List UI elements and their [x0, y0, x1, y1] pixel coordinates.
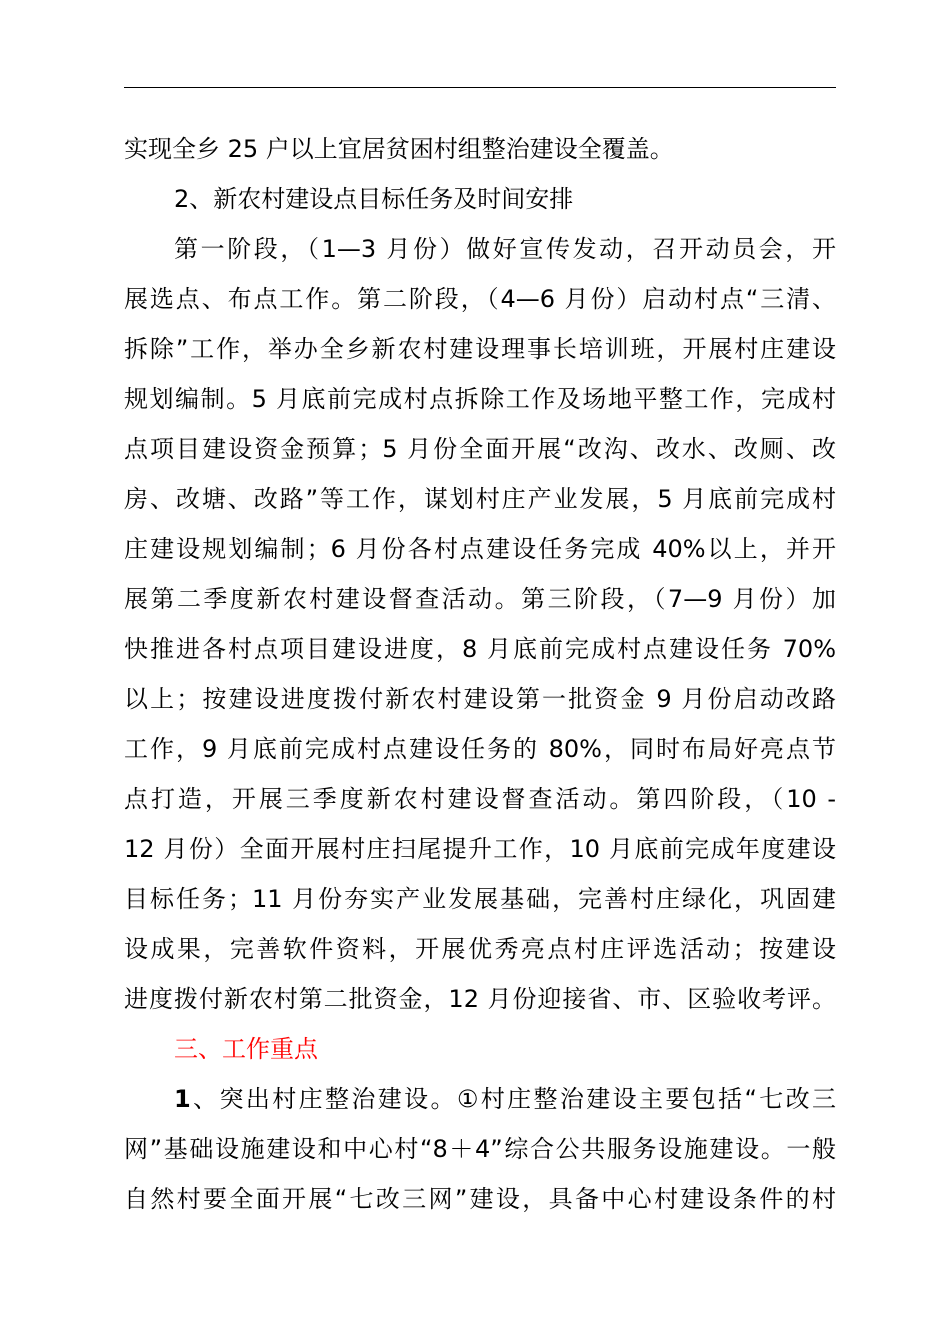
header-rule	[124, 87, 836, 88]
paragraph-line: 实现全乡 25 户以上宜居贫困村组整治建设全覆盖。	[124, 135, 674, 163]
paragraph-line: 以上；按建设进度拨付新农村建设第一批资金 9 月份启动改路	[124, 685, 836, 713]
paragraph-line: 点打造，开展三季度新农村建设督查活动。第四阶段，（10 -	[124, 785, 836, 813]
paragraph-line: 工作，9 月底前完成村点建设任务的 80%，同时布局好亮点节	[124, 735, 836, 763]
point-1-first-line	[124, 1074, 836, 1124]
paragraph-line: 展第二季度新农村建设督查活动。第三阶段，（7—9 月份）加	[124, 585, 836, 613]
paragraph-line: 进度拨付新农村第二批资金，12 月份迎接省、市、区验收考评。	[124, 985, 836, 1013]
paragraph-line: 点项目建设资金预算；5 月份全面开展“改沟、改水、改厕、改	[124, 435, 836, 463]
paragraph-line: 第一阶段，（1—3 月份）做好宣传发动，召开动员会，开	[174, 235, 836, 263]
paragraph-line: 庄建设规划编制；6 月份各村点建设任务完成 40%以上，并开	[124, 535, 836, 563]
section-heading: 三、工作重点	[174, 1035, 318, 1063]
paragraph-line: 设成果，完善软件资料，开展优秀亮点村庄评选活动；按建设	[124, 935, 836, 963]
subheading-line: 2、新农村建设点目标任务及时间安排	[174, 185, 574, 213]
paragraph-line: 拆除”工作，举办全乡新农村建设理事长培训班，开展村庄建设	[124, 335, 836, 363]
document-body	[124, 124, 836, 1224]
paragraph-line: 网”基础设施建设和中心村“8＋4”综合公共服务设施建设。一般	[124, 1135, 836, 1163]
paragraph-line: 目标任务；11 月份夯实产业发展基础，完善村庄绿化，巩固建	[124, 885, 836, 913]
paragraph-line: 展选点、布点工作。第二阶段，（4—6 月份）启动村点“三清、	[124, 285, 836, 313]
point-1-number: 1	[174, 1085, 191, 1113]
paragraph-line: 12 月份）全面开展村庄扫尾提升工作，10 月底前完成年度建设	[124, 835, 836, 863]
paragraph-line: 快推进各村点项目建设进度，8 月底前完成村点建设任务 70%	[124, 635, 836, 663]
point-1-text: 、突出村庄整治建设。①村庄整治建设主要包括“七改三	[190, 1085, 836, 1113]
paragraph-line: 房、改塘、改路”等工作，谋划村庄产业发展，5 月底前完成村	[124, 485, 836, 513]
paragraph-line: 规划编制。5 月底前完成村点拆除工作及场地平整工作，完成村	[124, 385, 836, 413]
paragraph-line: 自然村要全面开展“七改三网”建设，具备中心村建设条件的村	[124, 1185, 836, 1213]
